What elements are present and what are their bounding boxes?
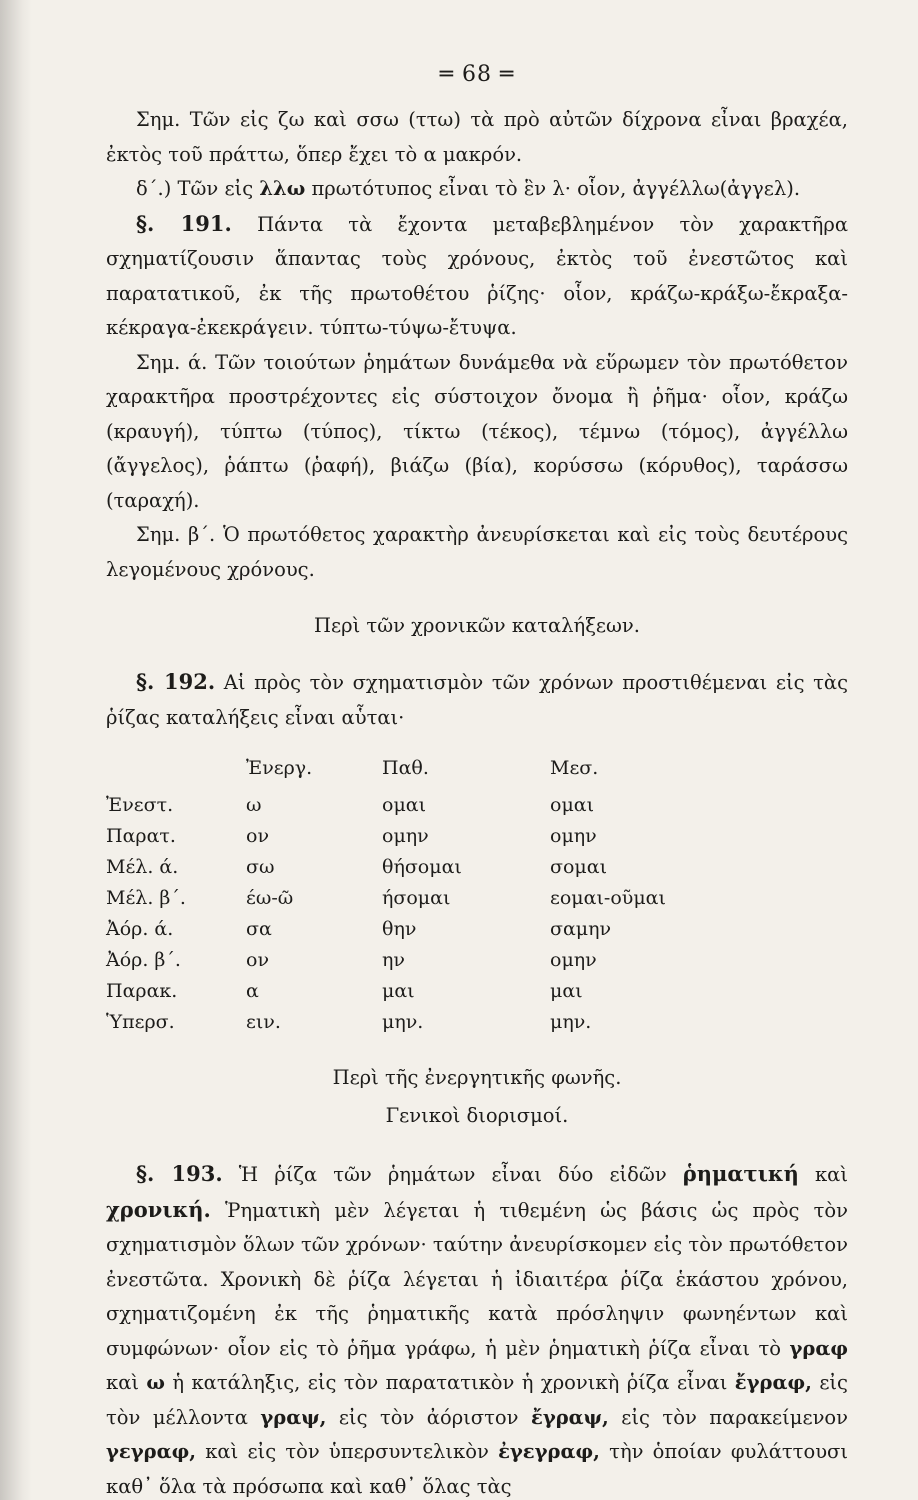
table-cell: ω (246, 793, 262, 816)
section-192-number: §. 192. (136, 669, 216, 694)
table-header: Παθ. (382, 757, 429, 779)
note-1-text: Τῶν εἰς ζω καὶ σσω (ττω) τὰ πρὸ αὐτῶν δίχρονα εἶναι βραχέα, ἐκτὸς τοῦ πράττω, ὅπερ ἔχει τὸ α μακρόν. (106, 108, 848, 166)
table-cell: ομην (550, 948, 597, 971)
section-193-text: καὶ (814, 1163, 848, 1186)
section-193-text: καὶ (106, 1371, 140, 1394)
bold-term: χρονική. (106, 1196, 211, 1222)
section-193-text: καὶ εἰς τὸν ὑπερσυντελικὸν (205, 1440, 489, 1463)
bold-term: ω (146, 1371, 165, 1394)
table-cell: α (246, 979, 259, 1002)
table-cell: Μέλ. β΄. (106, 886, 186, 909)
table-row (106, 789, 848, 820)
note-1 (106, 103, 848, 172)
table-row (106, 851, 848, 882)
note-b-label: Σημ. β΄. (136, 523, 216, 546)
note-a-text: Τῶν τοιούτων ῥημάτων δυνάμεθα νὰ εὕρωμεν τὸν πρωτόθετον χαρακτῆρα προστρέχοντες εἰς σύστοιχον ὄνομα ἢ ῥῆμα· οἷον, κράζω (κραυγή), τύπτω (τύπος), τίκτω (τέκος), τέμνω (τόμος), ἀγγέλλω (ἄγγελος), ῥάπτω (ῥαφή), βιάζω (βία), κορύσσω (κόρυθος), ταράσσω (ταραχή). (106, 350, 848, 512)
table-cell: Μέλ. ά. (106, 855, 179, 878)
table-header: Ἐνεργ. (246, 757, 313, 779)
table-cell: έω-ῶ (246, 886, 294, 909)
bold-term: ἔγραφ, (734, 1371, 812, 1394)
table-header-row (106, 747, 848, 789)
section-193-text: Ῥηματικὴ μὲν λέγεται ἡ τιθεμένη ὡς βάσις ὡς πρὸς τὸν σχηματισμὸν ὅλων τῶν χρόνων· ταύτην ἀνευρίσκομεν εἰς τὸν πρωτόθετον ἐνεστῶτα. Χρονικὴ δὲ ῥίζα λέγεται ἡ ἰδιαιτέρα ῥίζα ἑκάστου χρόνου, σχηματιζομένη ἐκ τῆς ῥηματικῆς κατὰ πρόσληψιν φωνηέντων καὶ συμφώνων· οἷον εἰς τὸ ῥῆμα γράφω, ἡ μὲν ῥηματικὴ ῥίζα εἶναι τὸ (106, 1198, 848, 1360)
table-cell: ον (246, 824, 269, 847)
table-cell: θήσομαι (382, 855, 462, 878)
section-192 (106, 665, 848, 735)
section-193-text: ἡ κατάληξις, εἰς τὸν παρατατικὸν ἡ χρονικὴ ῥίζα εἶναι (172, 1371, 728, 1394)
section-192-text: Αἱ πρὸς τὸν σχηματισμὸν τῶν χρόνων προστιθέμεναι εἰς τὰς ῥίζας καταλήξεις εἶναι αὗται· (106, 671, 848, 729)
page-number: ═ 68 ═ (439, 62, 515, 87)
table-row (106, 1006, 848, 1037)
table-cell: ον (246, 948, 269, 971)
table-cell: θην (382, 917, 417, 940)
section-191-number: §. 191. (136, 210, 232, 236)
table-cell: ομην (382, 824, 429, 847)
table-cell: ομην (550, 824, 597, 847)
table-cell: ομαι (550, 793, 595, 816)
note-1-label: Σημ. (136, 108, 181, 131)
bold-term: ἔγραψ, (530, 1405, 609, 1429)
section-191-text: Πάντα τὰ ἔχοντα μεταβεβλημένον τὸν χαρακτῆρα σχηματίζουσιν ἅπαντας τοὺς χρόνους, ἐκτὸς τοῦ ἐνεστῶτος καὶ παρατατικοῦ, ἐκ τῆς πρωτοθέτου ῥίζης· οἷον, κράζω-κράξω-ἔκραξα-κέκραγα-ἐκεκράγειν. τύπτω-τύψω-ἔτυψα. (106, 212, 848, 339)
heading-chronic-endings: Περὶ τῶν χρονικῶν καταλήξεων. (314, 614, 640, 637)
table-row (106, 944, 848, 975)
table-cell: ομαι (382, 793, 427, 816)
table-cell: ειν. (246, 1010, 281, 1033)
table-row (106, 975, 848, 1006)
table-cell: ήσομαι (382, 886, 451, 909)
note-b-text: Ὁ πρωτόθετος χαρακτὴρ ἀνευρίσκεται καὶ εἰς τοὺς δευτέρους λεγομένους χρόνους. (106, 523, 849, 581)
bold-term: γεγραφ, (106, 1440, 197, 1463)
table-cell: Παρακ. (106, 979, 178, 1002)
item-d-post: πρωτότυπος εἶναι τὸ ἓν λ· οἷον, ἀγγέλλω(ἀγγελ). (311, 177, 801, 200)
table-cell: Παρατ. (106, 824, 176, 847)
note-b (106, 518, 848, 587)
section-193-text: τὴν ὁποίαν φυλάττουσι καθ᾽ ὅλα τὰ πρόσωπα καὶ καθ᾽ ὅλας τὰς (106, 1440, 849, 1498)
table-cell: σαμην (550, 917, 612, 940)
section-193-text: εἰς τὸν ἀόριστον (338, 1405, 519, 1429)
bold-term: γραψ, (260, 1405, 327, 1429)
table-cell: σομαι (550, 855, 608, 878)
table-cell: εομαι-οῦμαι (550, 886, 666, 909)
bold-term: ἐγεγραφ, (498, 1440, 600, 1463)
table-cell: σω (246, 855, 275, 878)
table-cell: σα (246, 917, 272, 940)
table-cell: Ἀόρ. β΄. (106, 948, 181, 971)
table-cell: μην. (550, 1010, 592, 1033)
heading-active-voice: Περὶ τῆς ἐνεργητικῆς φωνῆς. (332, 1066, 622, 1089)
section-193-text: εἰς τὸν μέλλοντα (106, 1371, 848, 1429)
bold-term: ῥηματική (682, 1161, 799, 1186)
section-193-text: εἰς τὸν παρακείμενον (621, 1405, 849, 1429)
table-row (106, 820, 848, 851)
note-a-label: Σημ. ά. (136, 350, 208, 374)
item-d-label: δ΄.) (136, 177, 172, 200)
heading-general-rules: Γενικοὶ διορισμοί. (385, 1104, 569, 1127)
endings-table (106, 747, 848, 1037)
table-cell: ην (382, 948, 405, 971)
table-header (106, 747, 246, 789)
page-content (106, 62, 848, 1500)
table-cell: μαι (382, 979, 415, 1002)
table-cell: Ἐνεστ. (106, 793, 174, 816)
table-row (106, 913, 848, 944)
table-cell: Ὑπερσ. (106, 1010, 175, 1033)
table-row (106, 882, 848, 913)
item-d (106, 172, 848, 207)
section-193-number: §. 193. (136, 1161, 223, 1186)
table-cell: μην. (382, 1010, 424, 1033)
item-d-pre: Τῶν εἰς (177, 177, 254, 200)
table-cell: Ἀόρ. ά. (106, 917, 174, 940)
table-header: Μεσ. (550, 757, 599, 779)
item-d-bold: λλω (259, 177, 306, 200)
bold-term: γραφ (789, 1336, 848, 1360)
section-193-text: Ἡ ῥίζα τῶν ῥημάτων εἶναι δύο εἰδῶν (238, 1163, 667, 1186)
table-cell: μαι (550, 979, 583, 1002)
section-191 (106, 207, 848, 346)
note-a (106, 346, 848, 519)
page-edge-shadow (0, 0, 32, 1500)
section-193 (106, 1157, 848, 1500)
